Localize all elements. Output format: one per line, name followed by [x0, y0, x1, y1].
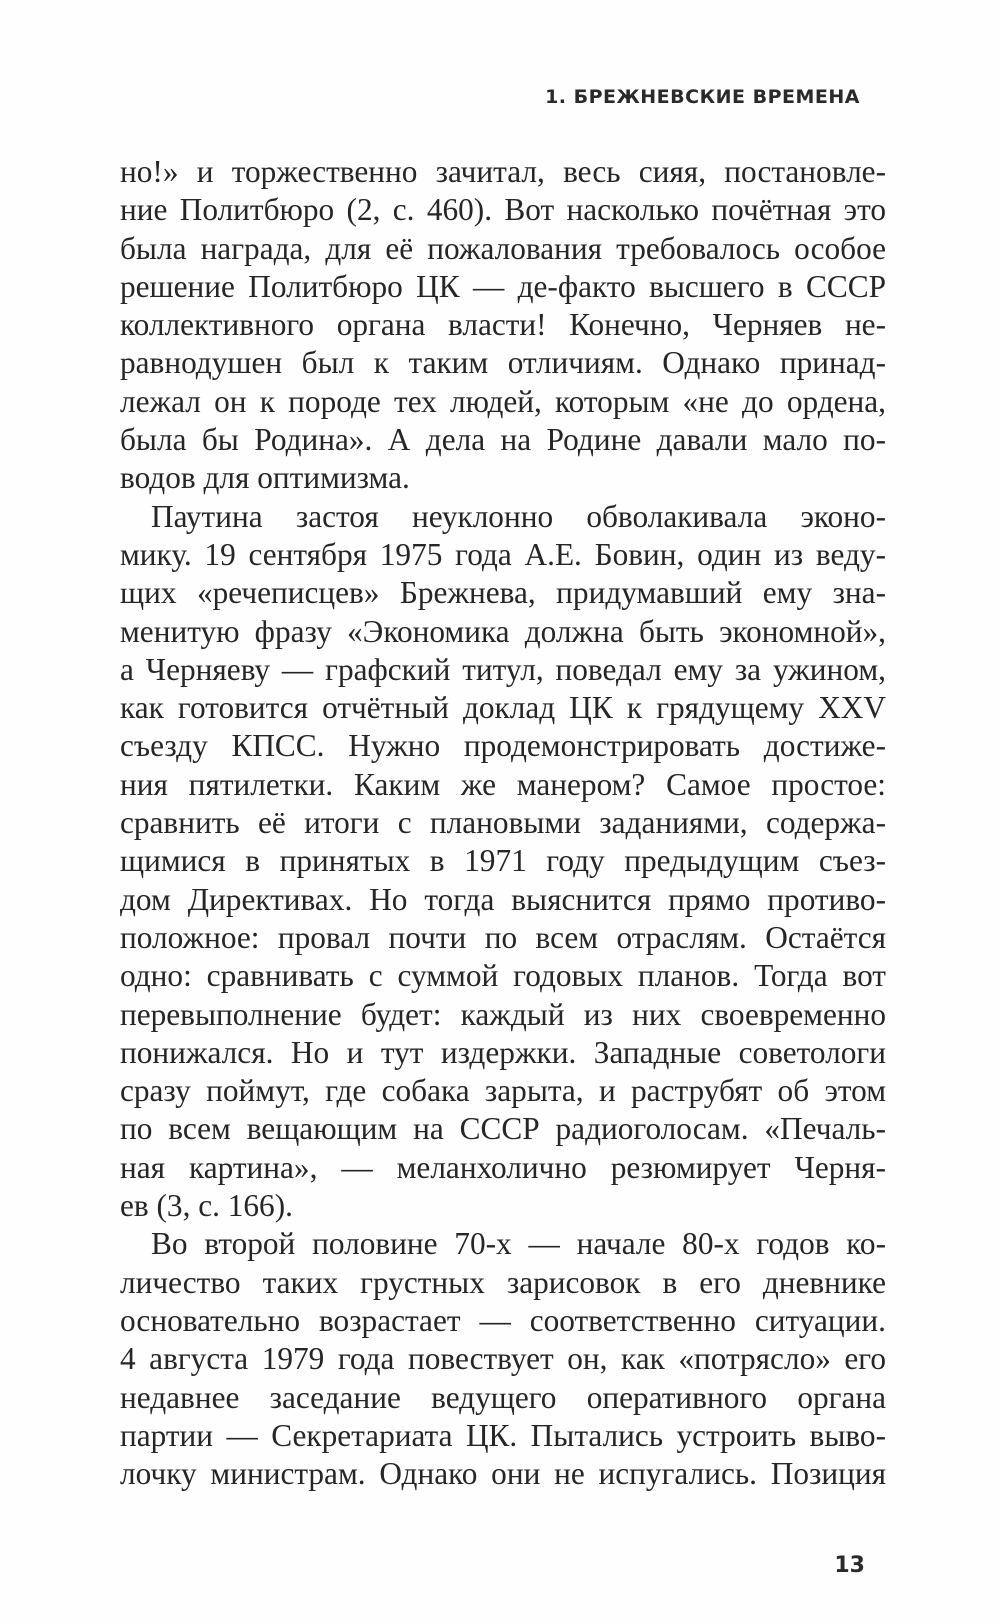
text-line: перевыполнение будет: каждый из них своевременно: [120, 996, 886, 1032]
text-line: лежал он к породе тех людей, которым «не до ордена,: [120, 383, 886, 419]
text-line: съезду КПСС. Нужно продемонстрировать достиже-: [120, 728, 886, 764]
text-line: дом Директивах. Но тогда выяснится прямо противо-: [120, 881, 886, 917]
text-line: а Черняеву — графский титул, поведал ему за ужином,: [120, 651, 886, 687]
text-line: щимися в принятых в 1971 году предыдущим съез-: [120, 843, 886, 879]
text-line: положное: провал почти по всем отраслям. Остаётся: [120, 919, 886, 955]
text-line: Паутина застоя неуклонно обволакивала эконо-: [151, 498, 886, 534]
text-line: мику. 19 сентября 1975 года А.Е. Бовин, один из веду-: [120, 536, 886, 572]
text-line: ние Политбюро (2, с. 460). Вот насколько почётная это: [120, 192, 886, 228]
text-line: лочку министрам. Однако они не испугались. Позиция: [120, 1456, 886, 1492]
paragraph-2: [120, 498, 886, 1226]
text-line: коллективного органа власти! Конечно, Черняев не-: [120, 307, 886, 343]
text-line: основательно возрастает — соответственно ситуации.: [120, 1302, 886, 1338]
text-line: Во второй половине 70-х — начале 80-х годов ко-: [151, 1226, 886, 1262]
text-line: партии — Секретариата ЦК. Пытались устроить выво-: [120, 1417, 886, 1453]
text-line: щих «речеписцев» Брежнева, придумавший ему зна-: [120, 575, 886, 611]
text-line: недавнее заседание ведущего оперативного органа: [120, 1379, 886, 1415]
text-line: была бы Родина». А дела на Родине давали мало по-: [120, 422, 886, 458]
text-line: водов для оптимизма.: [120, 460, 410, 496]
text-line: менитую фразу «Экономика должна быть экономной»,: [120, 613, 886, 649]
paragraph-3: [120, 1225, 886, 1493]
text-line: сравнить её итоги с плановыми заданиями, содержа-: [120, 805, 886, 841]
running-head: 1. БРЕЖНЕВСКИЕ ВРЕМЕНА: [545, 86, 860, 108]
text-line: ная картина», — меланхолично резюмирует Черня-: [120, 1149, 886, 1185]
text-line: как готовится отчётный доклад ЦК к грядущему XXV: [120, 690, 886, 726]
text-line: но!» и торжественно зачитал, весь сияя, постановле-: [120, 154, 886, 189]
text-line: ев (3, с. 166).: [120, 1188, 293, 1224]
text-line: была награда, для её пожалования требовалось особое: [120, 230, 886, 266]
text-line: ния пятилетки. Каким же манером? Самое простое:: [120, 766, 886, 802]
paragraph-1: [120, 153, 886, 498]
text-line: понижался. Но и тут издержки. Западные советологи: [120, 1034, 886, 1070]
text-line: 4 августа 1979 года повествует он, как «потрясло» его: [120, 1341, 886, 1377]
page-number: 13: [834, 1553, 865, 1578]
text-line: сразу поймут, где собака зарыта, и раструбят об этом: [120, 1073, 886, 1109]
text-line: решение Политбюро ЦК — де-факто высшего в СССР: [120, 268, 886, 304]
text-line: по всем вещающим на СССР радиоголосам. «Печаль-: [120, 1111, 886, 1147]
body-text: [120, 153, 886, 1493]
text-line: одно: сравнивать с суммой годовых планов. Тогда вот: [120, 958, 886, 994]
text-line: личество таких грустных зарисовок в его дневнике: [120, 1264, 886, 1300]
text-line: равнодушен был к таким отличиям. Однако принад-: [120, 345, 886, 381]
